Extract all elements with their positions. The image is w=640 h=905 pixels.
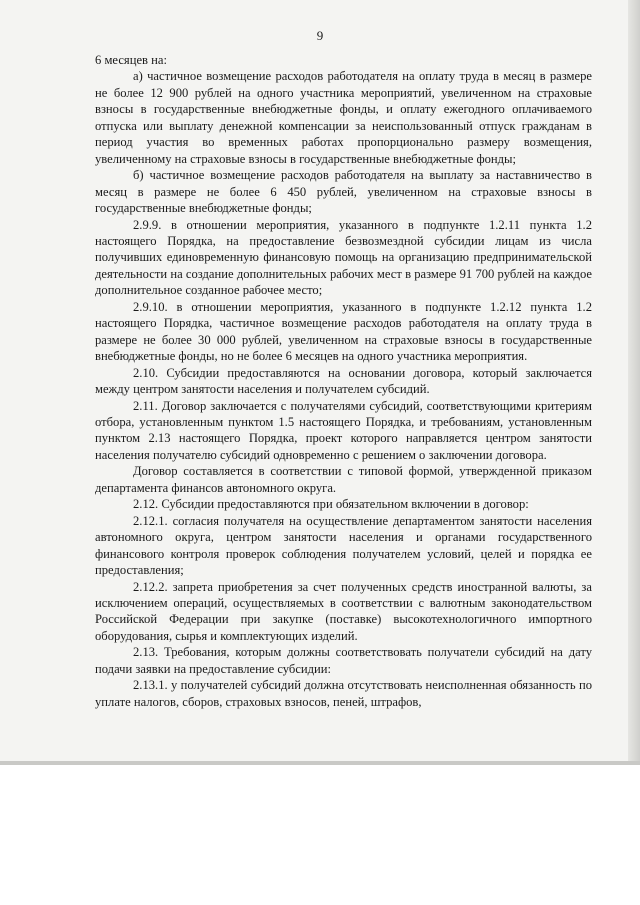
document-body [95, 52, 592, 710]
paragraph-2-10: 2.10. Субсидии предоставляются на основании договора, который заключается между центром занятости населения и получателем субсидий. [95, 365, 592, 397]
paragraph-a: а) частичное возмещение расходов работодателя на оплату труда в месяц в размере не более 12 900 рублей на одного участника мероприятий, увеличенном на страховые взносы в государственные внебюджетные фонды, и оплату ежегодного оплачиваемого отпуска или выплату денежной компенсации за неиспользованный отпуск гражданам в период участия во временных работах пропорционально размеру возмещения, увеличенному на страховые взносы в государственные внебюджетные фонды; [95, 69, 592, 166]
paragraph-2-12-1: 2.12.1. согласия получателя на осуществление департаментом занятости населения автономного округа, центром занятости населения и органами государственного финансового контроля проверок соблюдения получателем условий, целей и порядка ее предоставления; [95, 513, 592, 578]
scan-bottom-edge [0, 761, 640, 765]
paragraph-continuation: 6 месяцев на: [95, 53, 167, 67]
paragraph-2-9-9: 2.9.9. в отношении мероприятия, указанного в подпункте 1.2.11 пункта 1.2 настоящего Порядка, на предоставление безвозмездной субсидии лицам из числа получивших единовременную финансовую помощь на организацию предпринимательской деятельности на создание дополнительных рабочих мест в размере 91 700 рублей на каждое дополнительное созданное рабочее место; [95, 217, 592, 298]
page-number: 9 [316, 28, 324, 43]
paragraph-2-12-2: 2.12.2. запрета приобретения за счет полученных средств иностранной валюты, за исключением операций, осуществляемых в соответствии с валютным законодательством Российской Федерации при закупке (поставке) высокотехнологичного импортного оборудования, сырья и комплектующих изделий. [95, 579, 592, 643]
scan-shadow-edge [628, 0, 640, 765]
paragraph-2-13-1: 2.13.1. у получателей субсидий должна отсутствовать неисполненная обязанность по уплате налогов, сборов, страховых взносов, пеней, штрафов, [95, 678, 592, 709]
paragraph-b: б) частичное возмещение расходов работодателя на выплату за наставничество в месяц в размере не более 6 450 рублей, увеличенном на страховые взносы в государственные внебюджетные фонды; [95, 168, 592, 216]
paragraph-2-9-10: 2.9.10. в отношении мероприятия, указанного в подпункте 1.2.12 пункта 1.2 настоящего Порядка, частичное возмещение расходов работодателя на оплату труда в размере не более 30 000 рублей, увеличенном на страховые взносы в государственные внебюджетные фонды, но не более 6 месяцев на одного участника мероприятия. [95, 299, 592, 364]
paragraph-2-11: 2.11. Договор заключается с получателями субсидий, соответствующими критериям отбора, установленным пунктом 1.5 настоящего Порядка, и требованиям, установленным пунктом 2.13 настоящего Порядка, проект которого направляется центром занятости населения получателю субсидий одновременно с решением о заключении договора. [95, 398, 592, 462]
paragraph-contract-form: Договор составляется в соответствии с типовой формой, утвержденной приказом департамента финансов автономного округа. [95, 464, 592, 495]
paragraph-2-12: 2.12. Субсидии предоставляются при обязательном включении в договор: [133, 497, 529, 512]
paragraph-2-13: 2.13. Требования, которым должны соответствовать получатели субсидий на дату подачи заявки на предоставление субсидии: [95, 645, 592, 676]
